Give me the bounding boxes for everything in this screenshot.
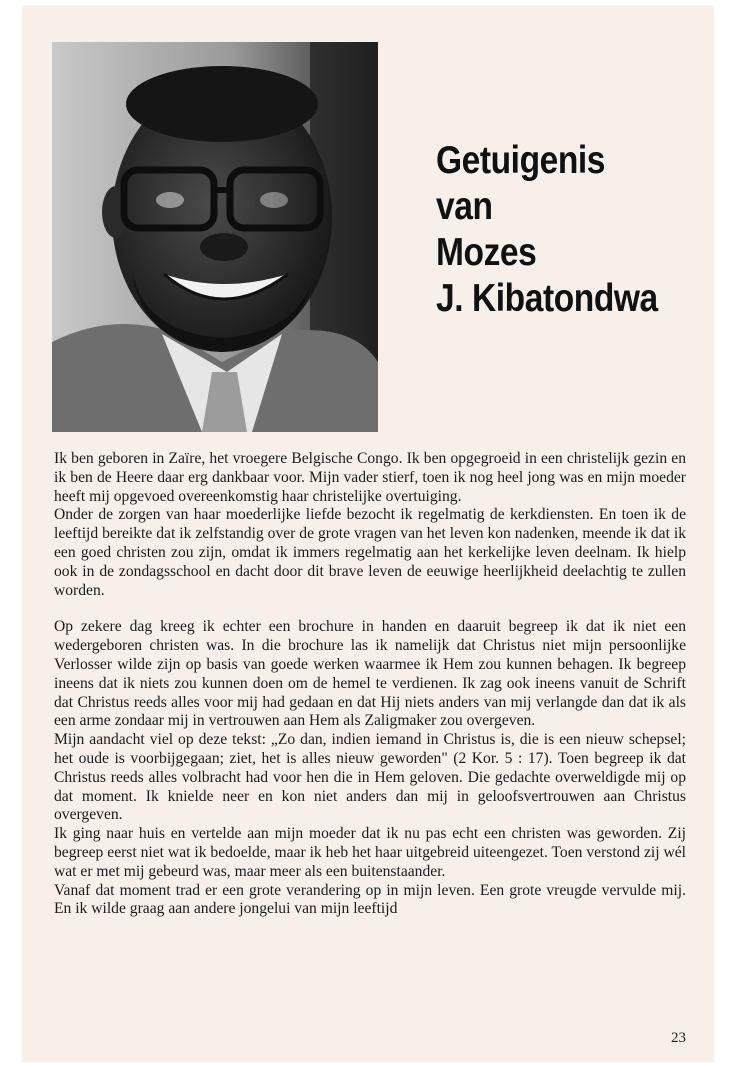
title-line: J. Kibatondwa [436, 277, 658, 320]
article-title [436, 138, 658, 322]
book-page [22, 6, 714, 1062]
title-line: Mozes [436, 231, 537, 274]
portrait-illustration [52, 42, 378, 432]
paragraph: Onder de zorgen van haar moederlijke liefde bezocht ik regelmatig de kerkdiensten. En toen ik de leeftijd bereikte dat ik zelfstandig over de grote vragen van het leven kon nadenken, meende ik dat ik een goed christen zou zijn, omdat ik immers regelmatig aan het kerkelijke leven deelnam. Ik hielp ook in de zondagsschool en dacht door dit brave leven de eeuwige heerlijkheid deelachtig te zullen worden. [54, 506, 686, 599]
paragraph: Ik ging naar huis en vertelde aan mijn moeder dat ik nu pas echt een christen was geworden. Zij begreep eerst niet wat ik bedoelde, maar ik heb het haar uitgebreid uiteengezet. Toen verstond zij wél wat er met mij gebeurd was, maar meer als een buitenstaander. [54, 825, 686, 880]
page-number: 23 [671, 1030, 686, 1046]
portrait-photo [52, 42, 378, 432]
paragraph: Ik ben geboren in Zaïre, het vroegere Belgische Congo. Ik ben opgegroeid in een christelijk gezin en ik ben de Heere daar erg dankbaar voor. Mijn vader stierf, toen ik nog heel jong was en mijn moeder heeft mij opgevoed overeenkomstig haar christelijke overtuiging. [54, 450, 686, 505]
title-line: Getuigenis [436, 139, 606, 182]
paragraph: Vanaf dat moment trad er een grote verandering op in mijn leven. Een grote vreugde vervulde mij. En ik wilde graag aan andere jongelui van mijn leeftijd [54, 881, 686, 918]
paragraph: Op zekere dag kreeg ik echter een brochure in handen en daaruit begreep ik dat ik niet een wedergeboren christen was. In die brochure las ik namelijk dat Christus niet mijn persoonlijke Verlosser wilde zijn op basis van goede werken waarmee ik Hem zou kunnen behagen. Ik begreep ineens dat ik niets zou kunnen doen om de hemel te verdienen. Ik zag ook ineens vanuit de Schrift dat Christus reeds alles voor mij had gedaan en dat Hij niets anders van mij verlangde dan dat ik als een arme zondaar mij in vertrouwen aan Hem als Zaligmaker zou overgeven. [54, 618, 686, 730]
paragraph: Mijn aandacht viel op deze tekst: „Zo dan, indien iemand in Christus is, die is een nieuw schepsel; het oude is voorbijgegaan; ziet, het is alles nieuw geworden" (2 Kor. 5 : 17). Toen begreep ik dat Christus reeds alles volbracht had voor hen die in Hem geloven. Die gedachte overweldigde mij op dat moment. Ik knielde neer en kon niet anders dan mij in geloofsvertrouwen aan Christus overgeven. [54, 731, 686, 824]
article-body [54, 450, 686, 919]
title-line: van [436, 185, 493, 228]
